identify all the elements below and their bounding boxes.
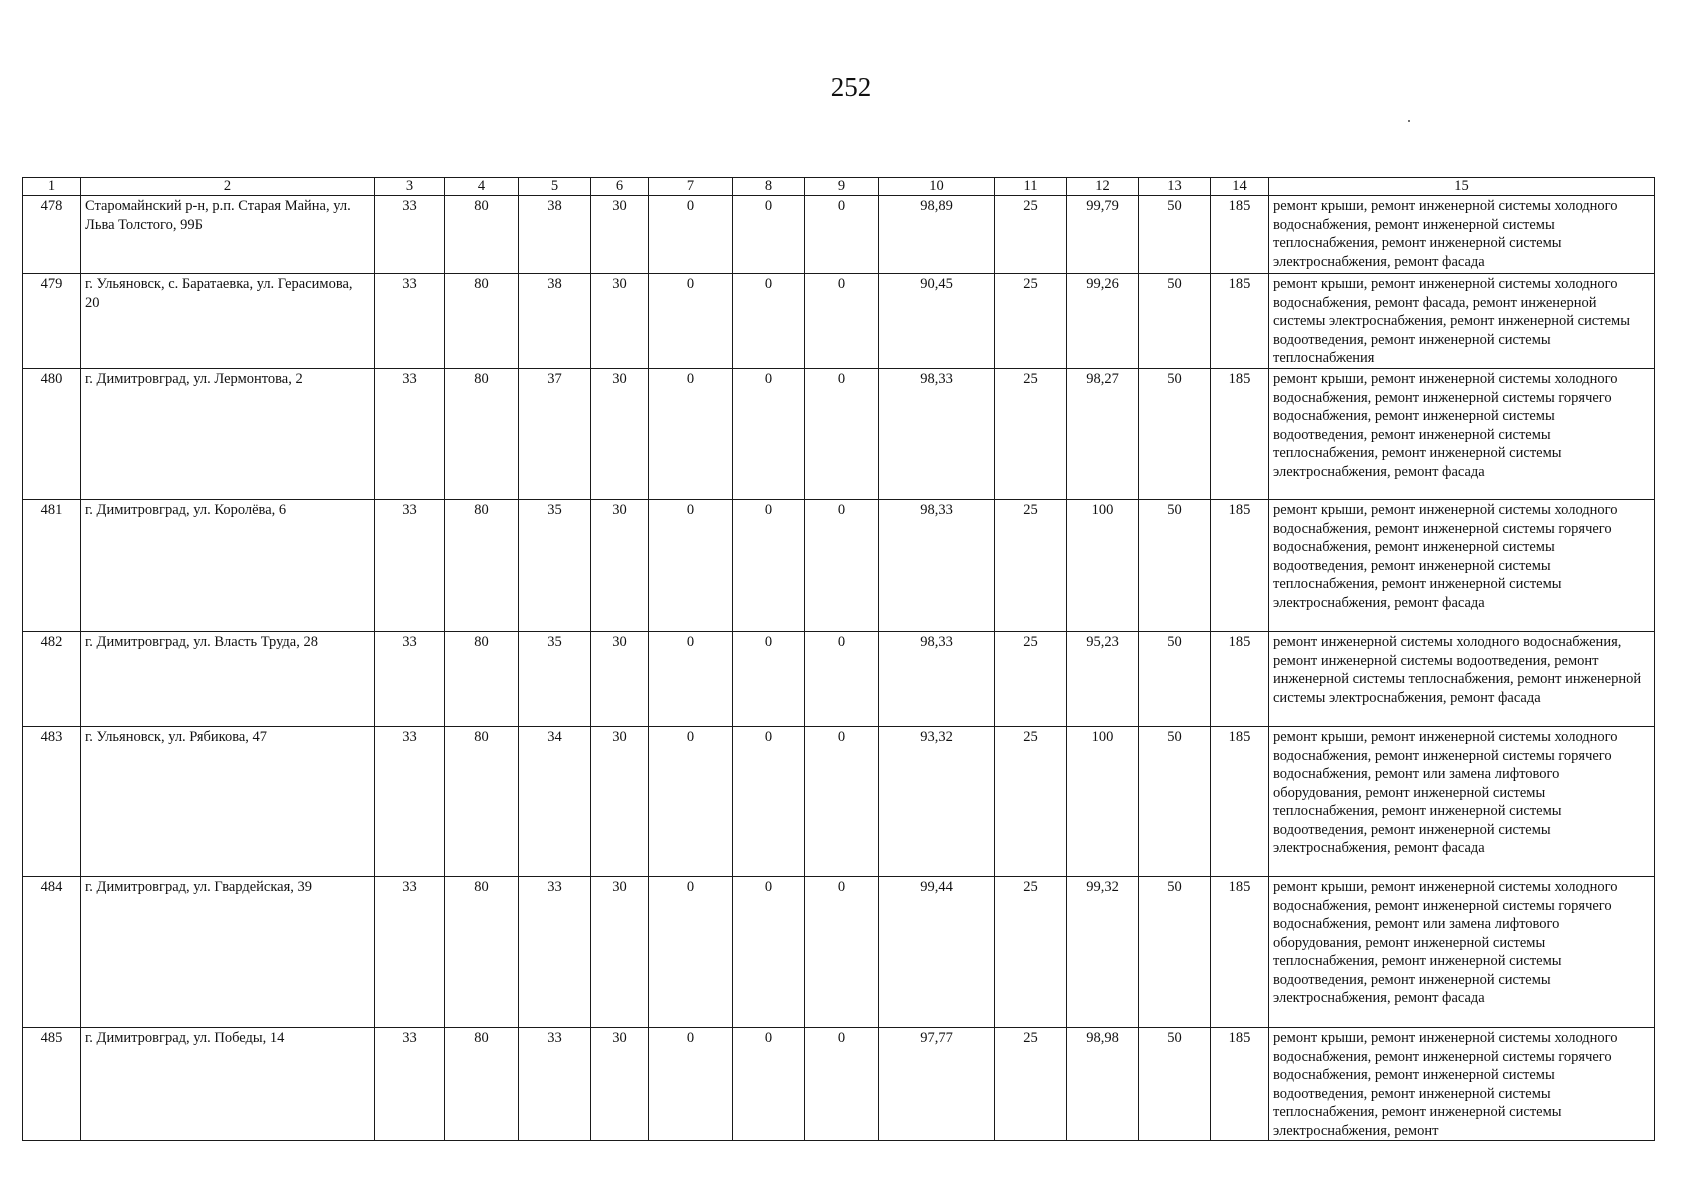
value-cell: 0	[649, 500, 733, 632]
value-cell: 185	[1211, 369, 1269, 500]
address-cell: г. Димитровград, ул. Гвардейская, 39	[81, 877, 375, 1028]
column-header: 1	[23, 178, 81, 196]
value-cell: 98,27	[1067, 369, 1139, 500]
works-cell: ремонт крыши, ремонт инженерной системы холодного водоснабжения, ремонт инженерной системы теплоснабжения, ремонт инженерной системы электроснабжения, ремонт фасада	[1269, 196, 1655, 274]
works-cell: ремонт крыши, ремонт инженерной системы холодного водоснабжения, ремонт инженерной системы горячего водоснабжения, ремонт или замена лифтового оборудования, ремонт инженерной системы теплоснабжения, ремонт инженерной системы водоотведения, ремонт инженерной системы электроснабжения, ремонт фасада	[1269, 727, 1655, 877]
value-cell: 0	[805, 500, 879, 632]
value-cell: 0	[649, 632, 733, 727]
value-cell: 80	[445, 274, 519, 369]
value-cell: 185	[1211, 877, 1269, 1028]
value-cell: 25	[995, 369, 1067, 500]
page-number: 252	[830, 72, 872, 102]
column-header: 8	[733, 178, 805, 196]
column-header: 14	[1211, 178, 1269, 196]
value-cell: 0	[805, 274, 879, 369]
value-cell: 0	[649, 369, 733, 500]
value-cell: 98,98	[1067, 1028, 1139, 1141]
value-cell: 0	[805, 632, 879, 727]
column-header: 7	[649, 178, 733, 196]
value-cell: 0	[733, 877, 805, 1028]
column-number-row	[23, 178, 1655, 196]
value-cell: 80	[445, 877, 519, 1028]
value-cell: 98,33	[879, 500, 995, 632]
value-cell: 185	[1211, 500, 1269, 632]
value-cell: 25	[995, 1028, 1067, 1141]
column-header: 9	[805, 178, 879, 196]
works-cell: ремонт крыши, ремонт инженерной системы холодного водоснабжения, ремонт инженерной системы горячего водоснабжения, ремонт инженерной системы водоотведения, ремонт инженерной системы теплоснабжения, ремонт инженерной системы электроснабжения, ремонт	[1269, 1028, 1655, 1141]
value-cell: 0	[733, 500, 805, 632]
value-cell: 0	[805, 196, 879, 274]
value-cell: 98,33	[879, 632, 995, 727]
column-header: 12	[1067, 178, 1139, 196]
value-cell: 0	[649, 1028, 733, 1141]
value-cell: 30	[591, 196, 649, 274]
works-cell: ремонт крыши, ремонт инженерной системы холодного водоснабжения, ремонт инженерной системы горячего водоснабжения, ремонт инженерной системы водоотведения, ремонт инженерной системы теплоснабжения, ремонт инженерной системы электроснабжения, ремонт фасада	[1269, 369, 1655, 500]
table-row	[23, 1028, 1655, 1141]
value-cell: 80	[445, 196, 519, 274]
value-cell: 33	[375, 1028, 445, 1141]
column-header: 3	[375, 178, 445, 196]
value-cell: 80	[445, 500, 519, 632]
value-cell: 33	[375, 369, 445, 500]
address-cell: Старомайнский р-н, р.п. Старая Майна, ул. Льва Толстого, 99Б	[81, 196, 375, 274]
value-cell: 99,79	[1067, 196, 1139, 274]
value-cell: 0	[805, 727, 879, 877]
value-cell: 30	[591, 500, 649, 632]
table-row	[23, 274, 1655, 369]
value-cell: 30	[591, 274, 649, 369]
value-cell: 38	[519, 196, 591, 274]
value-cell: 99,26	[1067, 274, 1139, 369]
value-cell: 30	[591, 727, 649, 877]
address-cell: г. Ульяновск, ул. Рябикова, 47	[81, 727, 375, 877]
column-header: 10	[879, 178, 995, 196]
value-cell: 0	[733, 369, 805, 500]
value-cell: 98,33	[879, 369, 995, 500]
row-number: 482	[23, 632, 81, 727]
value-cell: 25	[995, 727, 1067, 877]
value-cell: 93,32	[879, 727, 995, 877]
table-row	[23, 369, 1655, 500]
value-cell: 185	[1211, 632, 1269, 727]
value-cell: 80	[445, 632, 519, 727]
value-cell: 33	[375, 632, 445, 727]
value-cell: 0	[649, 274, 733, 369]
value-cell: 0	[733, 274, 805, 369]
value-cell: 0	[733, 632, 805, 727]
row-number: 478	[23, 196, 81, 274]
address-cell: г. Димитровград, ул. Победы, 14	[81, 1028, 375, 1141]
works-cell: ремонт крыши, ремонт инженерной системы холодного водоснабжения, ремонт инженерной системы горячего водоснабжения, ремонт инженерной системы водоотведения, ремонт инженерной системы теплоснабжения, ремонт инженерной системы электроснабжения, ремонт фасада	[1269, 500, 1655, 632]
value-cell: 34	[519, 727, 591, 877]
works-cell: ремонт инженерной системы холодного водоснабжения, ремонт инженерной системы водоотведения, ремонт инженерной системы теплоснабжения, ремонт инженерной системы электроснабжения, ремонт фасада	[1269, 632, 1655, 727]
column-header: 15	[1269, 178, 1655, 196]
value-cell: 25	[995, 500, 1067, 632]
address-cell: г. Ульяновск, с. Баратаевка, ул. Герасимова, 20	[81, 274, 375, 369]
table-row	[23, 727, 1655, 877]
value-cell: 100	[1067, 500, 1139, 632]
value-cell: 50	[1139, 727, 1211, 877]
column-header: 13	[1139, 178, 1211, 196]
table-row	[23, 632, 1655, 727]
value-cell: 50	[1139, 196, 1211, 274]
value-cell: 98,89	[879, 196, 995, 274]
address-cell: г. Димитровград, ул. Королёва, 6	[81, 500, 375, 632]
value-cell: 50	[1139, 369, 1211, 500]
row-number: 483	[23, 727, 81, 877]
value-cell: 185	[1211, 727, 1269, 877]
value-cell: 99,44	[879, 877, 995, 1028]
value-cell: 25	[995, 877, 1067, 1028]
value-cell: 30	[591, 877, 649, 1028]
table-row	[23, 196, 1655, 274]
table-row	[23, 877, 1655, 1028]
value-cell: 80	[445, 1028, 519, 1141]
value-cell: 90,45	[879, 274, 995, 369]
value-cell: 185	[1211, 196, 1269, 274]
row-number: 480	[23, 369, 81, 500]
column-header: 6	[591, 178, 649, 196]
value-cell: 80	[445, 727, 519, 877]
column-header: 11	[995, 178, 1067, 196]
value-cell: 0	[805, 877, 879, 1028]
value-cell: 185	[1211, 274, 1269, 369]
column-header: 5	[519, 178, 591, 196]
value-cell: 33	[375, 877, 445, 1028]
value-cell: 30	[591, 369, 649, 500]
value-cell: 33	[519, 1028, 591, 1141]
value-cell: 30	[591, 632, 649, 727]
scan-speck	[1408, 120, 1410, 122]
value-cell: 33	[375, 727, 445, 877]
register-table	[22, 177, 1655, 1141]
value-cell: 35	[519, 500, 591, 632]
value-cell: 80	[445, 369, 519, 500]
column-header: 2	[81, 178, 375, 196]
value-cell: 30	[591, 1028, 649, 1141]
value-cell: 0	[733, 727, 805, 877]
value-cell: 35	[519, 632, 591, 727]
value-cell: 38	[519, 274, 591, 369]
value-cell: 25	[995, 196, 1067, 274]
value-cell: 0	[805, 369, 879, 500]
works-cell: ремонт крыши, ремонт инженерной системы холодного водоснабжения, ремонт инженерной системы горячего водоснабжения, ремонт или замена лифтового оборудования, ремонт инженерной системы теплоснабжения, ремонт инженерной системы водоотведения, ремонт инженерной системы электроснабжения, ремонт фасада	[1269, 877, 1655, 1028]
value-cell: 0	[649, 877, 733, 1028]
value-cell: 95,23	[1067, 632, 1139, 727]
address-cell: г. Димитровград, ул. Власть Труда, 28	[81, 632, 375, 727]
value-cell: 33	[375, 196, 445, 274]
value-cell: 50	[1139, 1028, 1211, 1141]
row-number: 485	[23, 1028, 81, 1141]
value-cell: 0	[649, 727, 733, 877]
table-row	[23, 500, 1655, 632]
value-cell: 97,77	[879, 1028, 995, 1141]
value-cell: 0	[649, 196, 733, 274]
address-cell: г. Димитровград, ул. Лермонтова, 2	[81, 369, 375, 500]
value-cell: 0	[733, 1028, 805, 1141]
value-cell: 33	[519, 877, 591, 1028]
value-cell: 37	[519, 369, 591, 500]
value-cell: 0	[733, 196, 805, 274]
value-cell: 33	[375, 500, 445, 632]
value-cell: 185	[1211, 1028, 1269, 1141]
value-cell: 25	[995, 632, 1067, 727]
value-cell: 99,32	[1067, 877, 1139, 1028]
works-cell: ремонт крыши, ремонт инженерной системы холодного водоснабжения, ремонт фасада, ремонт инженерной системы электроснабжения, ремонт инженерной системы водоотведения, ремонт инженерной системы теплоснабжения	[1269, 274, 1655, 369]
row-number: 479	[23, 274, 81, 369]
value-cell: 50	[1139, 274, 1211, 369]
row-number: 484	[23, 877, 81, 1028]
column-header: 4	[445, 178, 519, 196]
value-cell: 50	[1139, 500, 1211, 632]
value-cell: 0	[805, 1028, 879, 1141]
value-cell: 33	[375, 274, 445, 369]
value-cell: 50	[1139, 877, 1211, 1028]
row-number: 481	[23, 500, 81, 632]
value-cell: 25	[995, 274, 1067, 369]
value-cell: 50	[1139, 632, 1211, 727]
value-cell: 100	[1067, 727, 1139, 877]
